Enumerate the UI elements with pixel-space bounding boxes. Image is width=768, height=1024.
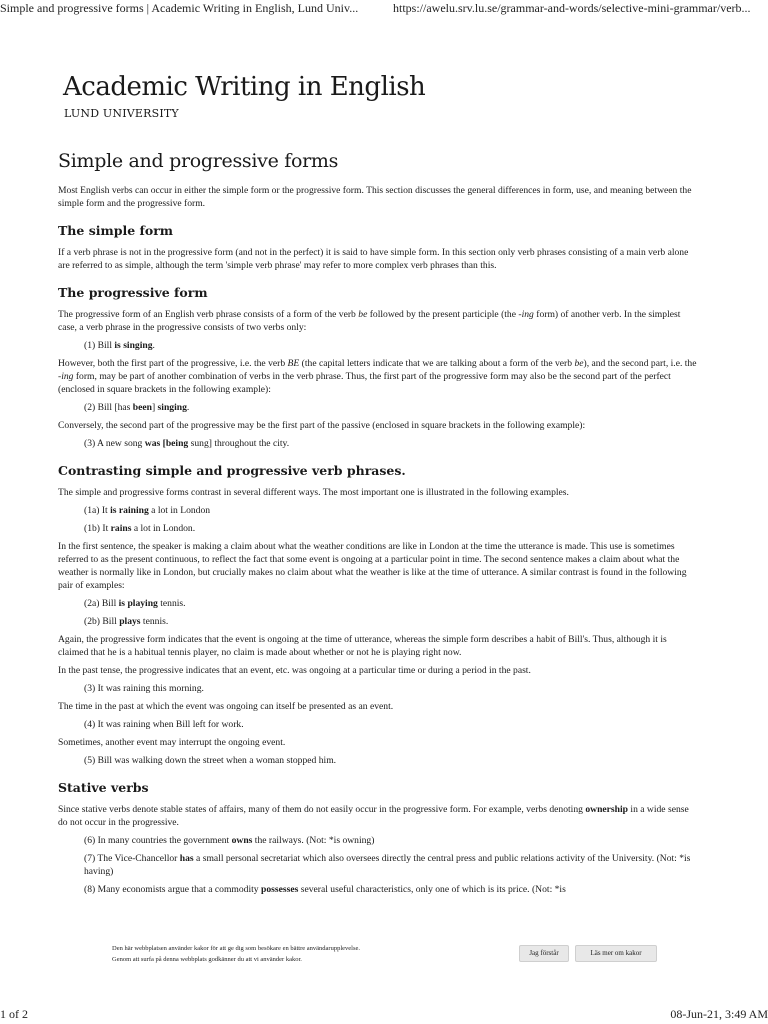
print-footer xyxy=(0,1006,768,1024)
example-5: (5) Bill was walking down the street when a woman stopped him. xyxy=(84,755,337,766)
site-title[interactable]: Academic Writing in English xyxy=(63,72,426,102)
example-8: (8) Many economists argue that a commodity possesses several useful characteristics, only one of which is its price. (Not: *is xyxy=(84,884,566,895)
example-1a: (1a) It is raining a lot in London xyxy=(84,505,211,516)
example-1: (1) Bill is singing. xyxy=(84,340,155,351)
progressive-paragraph-1: The progressive form of an English verb phrase consists of a form of the verb be followed by the present participle (the -ing form) of another verb. In the simplest case, a verb phrase in the progressive consists of two verbs only: xyxy=(58,309,681,333)
contrast-paragraph-3: Again, the progressive form indicates that the event is ongoing at the time of utterance, whereas the simple form describes a habit of Bill's. Thus, although it is claimed that he is a habitual tennis player, no claim is made about whether or not he is playing right now. xyxy=(58,634,667,658)
contrast-paragraph-1: The simple and progressive forms contrast in several different ways. The most important one is illustrated in the following examples. xyxy=(58,487,569,498)
heading-stative-verbs: Stative verbs xyxy=(58,780,149,795)
print-page-number: 1 of 2 xyxy=(0,1007,28,1021)
contrast-paragraph-6: Sometimes, another event may interrupt the ongoing event. xyxy=(58,737,286,748)
cookie-message-line-1: Den här webbplatsen använder kakor för att ge dig som besökare en bättre användarupplevelse. xyxy=(112,945,360,952)
example-2b: (2b) Bill plays tennis. xyxy=(84,616,169,627)
cookie-message-line-2: Genom att surfa på denna webbplats godkänner du att vi använder kakor. xyxy=(112,956,302,963)
example-4: (4) It was raining when Bill left for work. xyxy=(84,719,244,730)
stative-paragraph-1: Since stative verbs denote stable states of affairs, many of them do not easily occur in the progressive form. For example, verbs denoting ownership in a wide sense do not occur in the progressive. xyxy=(58,804,689,828)
print-page-title: Simple and progressive forms | Academic Writing in English, Lund Univ... xyxy=(0,1,359,15)
cookie-banner xyxy=(0,938,768,968)
example-2a: (2a) Bill is playing tennis. xyxy=(84,598,186,609)
page-title: Simple and progressive forms xyxy=(58,150,339,172)
cookie-accept-button[interactable]: Jag förstår xyxy=(519,945,569,962)
heading-simple-form: The simple form xyxy=(58,223,174,238)
progressive-paragraph-3: Conversely, the second part of the progressive may be the first part of the passive (enclosed in square brackets in the following example): xyxy=(58,420,586,431)
contrast-paragraph-4: In the past tense, the progressive indicates that an event, etc. was ongoing at a particular time or during a period in the past. xyxy=(58,665,531,676)
cookie-message xyxy=(112,943,360,965)
example-3-past: (3) It was raining this morning. xyxy=(84,683,204,694)
progressive-paragraph-2: However, both the first part of the progressive, i.e. the verb BE (the capital letters indicate that we are talking about a form of the verb be), and the second part, i.e. the -ing form, may be part of another combination of verbs in the verb phrase. Thus, the first part of the progressive form may also be the second part of the perfect (enclosed in square brackets in the following example): xyxy=(58,358,697,395)
cookie-read-more-button[interactable]: Läs mer om kakor xyxy=(575,945,657,962)
heading-contrasting: Contrasting simple and progressive verb phrases. xyxy=(58,463,406,478)
example-2: (2) Bill [has been] singing. xyxy=(84,402,190,413)
print-date: 08-Jun-21, 3:49 AM xyxy=(670,1007,768,1021)
contrast-paragraph-5: The time in the past at which the event was ongoing can itself be presented as an event. xyxy=(58,701,394,712)
print-page-url: https://awelu.srv.lu.se/grammar-and-words/selective-mini-grammar/verb... xyxy=(393,1,751,15)
simple-paragraph: If a verb phrase is not in the progressive form (and not in the perfect) it is said to have simple form. In this section only verb phrases consisting of a main verb alone are referred to as simple, although the term 'simple verb phrase' may refer to more complex verb phrases than this. xyxy=(58,247,689,271)
heading-progressive-form: The progressive form xyxy=(58,285,208,300)
contrast-paragraph-2: In the first sentence, the speaker is making a claim about what the weather conditions are like in London at the time the utterance is made. This use is sometimes referred to as the present continuous, to reflect the fact that some event is ongoing at a particular point in time. The second sentence makes a claim about what the weather is normally like in London, but crucially makes no claim about what the weather is like at the time of utterance. A similar contrast is found in the following pair of examples: xyxy=(58,541,687,591)
example-3: (3) A new song was [being sung] throughout the city. xyxy=(84,438,290,449)
example-6: (6) In many countries the government owns the railways. (Not: *is owning) xyxy=(84,835,375,846)
example-1b: (1b) It rains a lot in London. xyxy=(84,523,196,534)
site-subtitle: LUND UNIVERSITY xyxy=(64,107,179,120)
print-header xyxy=(0,0,768,18)
main-content xyxy=(58,150,698,901)
example-7: (7) The Vice-Chancellor has a small personal secretariat which also oversees directly the central press and public relations activity of the University. (Not: *is having) xyxy=(84,853,691,877)
intro-paragraph: Most English verbs can occur in either the simple form or the progressive form. This section discusses the general differences in form, use, and meaning between the simple form and the progressive form. xyxy=(58,185,692,209)
